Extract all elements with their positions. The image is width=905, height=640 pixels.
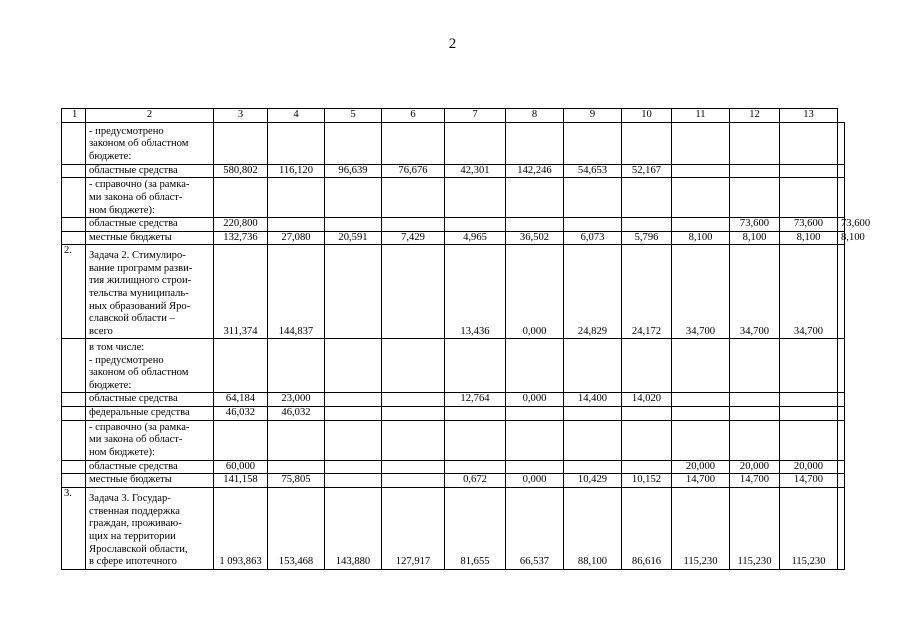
value-cell bbox=[325, 339, 382, 393]
row-label: местные бюджеты bbox=[86, 231, 214, 245]
value-cell: 143,880 bbox=[325, 487, 382, 569]
value-cell: 0,000 bbox=[506, 474, 564, 488]
row-label: - справочно (за рамка- ми закона об област- ном бюджете): bbox=[86, 420, 214, 460]
row-label: областные средства bbox=[86, 164, 214, 178]
value-cell bbox=[838, 178, 845, 218]
value-cell bbox=[325, 393, 382, 407]
value-cell bbox=[838, 406, 845, 420]
value-cell bbox=[780, 164, 838, 178]
value-cell: 34,700 bbox=[730, 245, 780, 339]
value-cell bbox=[564, 122, 622, 164]
value-cell bbox=[564, 339, 622, 393]
row-index bbox=[62, 393, 86, 407]
value-cell bbox=[506, 420, 564, 460]
value-cell: 141,158 bbox=[214, 474, 268, 488]
value-cell bbox=[780, 393, 838, 407]
header-cell: 10 bbox=[622, 109, 672, 123]
value-cell bbox=[622, 122, 672, 164]
value-cell bbox=[838, 474, 845, 488]
value-cell bbox=[325, 474, 382, 488]
value-cell bbox=[672, 178, 730, 218]
value-cell: 580,802 bbox=[214, 164, 268, 178]
value-cell: 142,246 bbox=[506, 164, 564, 178]
value-cell: 5,796 bbox=[622, 231, 672, 245]
value-cell bbox=[445, 122, 506, 164]
value-cell bbox=[325, 122, 382, 164]
value-cell: 73,600 bbox=[730, 218, 780, 232]
value-cell: 1 093,863 bbox=[214, 487, 268, 569]
table-row bbox=[62, 474, 845, 488]
row-label: Задача 2. Стимулиро- вание программ разви- тия жилищного строи- тельства муниципаль- ных образований Яро- славской области – всего bbox=[86, 245, 214, 339]
value-cell: 36,502 bbox=[506, 231, 564, 245]
value-cell: 6,073 bbox=[564, 231, 622, 245]
value-cell bbox=[730, 420, 780, 460]
value-cell: 20,000 bbox=[730, 460, 780, 474]
value-cell bbox=[506, 122, 564, 164]
value-cell bbox=[268, 339, 325, 393]
value-cell bbox=[214, 178, 268, 218]
table-row bbox=[62, 122, 845, 164]
value-cell bbox=[730, 406, 780, 420]
header-cell: 12 bbox=[730, 109, 780, 123]
value-cell bbox=[445, 420, 506, 460]
value-cell: 75,805 bbox=[268, 474, 325, 488]
value-cell bbox=[564, 460, 622, 474]
value-cell bbox=[730, 122, 780, 164]
value-cell bbox=[672, 406, 730, 420]
value-cell: 34,700 bbox=[672, 245, 730, 339]
value-cell bbox=[672, 420, 730, 460]
row-index: 2. bbox=[62, 245, 86, 339]
row-label: местные бюджеты bbox=[86, 474, 214, 488]
value-cell: 127,917 bbox=[382, 487, 445, 569]
table-row bbox=[62, 231, 845, 245]
row-index bbox=[62, 406, 86, 420]
page-number: 2 bbox=[448, 36, 457, 52]
value-cell: 115,230 bbox=[672, 487, 730, 569]
value-cell bbox=[325, 420, 382, 460]
value-cell: 0,000 bbox=[506, 393, 564, 407]
header-cell: 6 bbox=[382, 109, 445, 123]
table-row bbox=[62, 487, 845, 569]
table-row bbox=[62, 178, 845, 218]
value-cell bbox=[382, 218, 445, 232]
budget-table bbox=[61, 108, 871, 570]
value-cell: 42,301 bbox=[445, 164, 506, 178]
value-cell: 23,000 bbox=[268, 393, 325, 407]
value-cell bbox=[780, 122, 838, 164]
header-cell: 8 bbox=[506, 109, 564, 123]
header-cell: 13 bbox=[780, 109, 838, 123]
row-index: 3. bbox=[62, 487, 86, 569]
value-cell bbox=[382, 420, 445, 460]
value-cell: 8,100 bbox=[780, 231, 838, 245]
value-cell: 24,172 bbox=[622, 245, 672, 339]
value-cell: 64,184 bbox=[214, 393, 268, 407]
value-cell bbox=[382, 245, 445, 339]
row-label: областные средства bbox=[86, 218, 214, 232]
row-index bbox=[62, 178, 86, 218]
row-index bbox=[62, 164, 86, 178]
header-cell: 9 bbox=[564, 109, 622, 123]
value-cell bbox=[382, 474, 445, 488]
value-cell: 96,639 bbox=[325, 164, 382, 178]
value-cell bbox=[730, 393, 780, 407]
value-cell bbox=[780, 406, 838, 420]
value-cell: 0,000 bbox=[506, 245, 564, 339]
row-index bbox=[62, 460, 86, 474]
value-cell bbox=[382, 460, 445, 474]
value-cell: 13,436 bbox=[445, 245, 506, 339]
value-cell: 46,032 bbox=[268, 406, 325, 420]
value-cell bbox=[325, 245, 382, 339]
value-cell: 220,800 bbox=[214, 218, 268, 232]
value-cell bbox=[268, 420, 325, 460]
value-cell: 311,374 bbox=[214, 245, 268, 339]
value-cell bbox=[564, 218, 622, 232]
value-cell: 132,736 bbox=[214, 231, 268, 245]
value-cell bbox=[622, 460, 672, 474]
table-row bbox=[62, 393, 845, 407]
value-cell: 76,676 bbox=[382, 164, 445, 178]
row-index bbox=[62, 231, 86, 245]
value-cell: 10,429 bbox=[564, 474, 622, 488]
value-cell bbox=[382, 393, 445, 407]
value-cell bbox=[214, 122, 268, 164]
value-cell bbox=[730, 178, 780, 218]
header-cell: 3 bbox=[214, 109, 268, 123]
value-cell bbox=[672, 218, 730, 232]
value-cell bbox=[214, 339, 268, 393]
value-cell: 66,537 bbox=[506, 487, 564, 569]
value-cell: 24,829 bbox=[564, 245, 622, 339]
value-cell bbox=[382, 122, 445, 164]
table-row bbox=[62, 245, 845, 339]
header-cell: 4 bbox=[268, 109, 325, 123]
header-cell: 11 bbox=[672, 109, 730, 123]
value-cell bbox=[564, 406, 622, 420]
value-cell: 4,965 bbox=[445, 231, 506, 245]
value-cell bbox=[445, 218, 506, 232]
value-cell: 115,230 bbox=[780, 487, 838, 569]
value-cell bbox=[838, 339, 845, 393]
value-cell bbox=[780, 178, 838, 218]
value-cell: 7,429 bbox=[382, 231, 445, 245]
value-cell bbox=[445, 178, 506, 218]
header-cell: 7 bbox=[445, 109, 506, 123]
value-cell: 14,400 bbox=[564, 393, 622, 407]
value-cell: 34,700 bbox=[780, 245, 838, 339]
value-cell bbox=[672, 122, 730, 164]
header-cell: 5 bbox=[325, 109, 382, 123]
value-cell: 115,230 bbox=[730, 487, 780, 569]
value-cell bbox=[672, 339, 730, 393]
value-cell bbox=[622, 420, 672, 460]
value-cell: 14,700 bbox=[780, 474, 838, 488]
table-row bbox=[62, 460, 845, 474]
value-cell: 52,167 bbox=[622, 164, 672, 178]
value-cell bbox=[268, 122, 325, 164]
value-cell bbox=[325, 406, 382, 420]
value-cell bbox=[564, 420, 622, 460]
value-cell bbox=[445, 339, 506, 393]
value-cell: 14,700 bbox=[672, 474, 730, 488]
row-index bbox=[62, 122, 86, 164]
value-cell: 73,600 bbox=[838, 218, 845, 232]
row-label: - предусмотрено законом об областном бюджете: bbox=[86, 122, 214, 164]
value-cell: 88,100 bbox=[564, 487, 622, 569]
row-label: Задача 3. Государ- ственная поддержка граждан, проживаю- щих на территории Ярославской области, в сфере ипотечного bbox=[86, 487, 214, 569]
value-cell: 8,100 bbox=[730, 231, 780, 245]
value-cell: 8,100 bbox=[672, 231, 730, 245]
value-cell bbox=[382, 339, 445, 393]
value-cell: 8,100 bbox=[838, 231, 845, 245]
header-cell: 1 bbox=[62, 109, 86, 123]
value-cell bbox=[780, 339, 838, 393]
value-cell bbox=[838, 487, 845, 569]
value-cell bbox=[382, 178, 445, 218]
value-cell: 10,152 bbox=[622, 474, 672, 488]
value-cell: 60,000 bbox=[214, 460, 268, 474]
row-label: федеральные средства bbox=[86, 406, 214, 420]
value-cell bbox=[838, 393, 845, 407]
value-cell bbox=[622, 406, 672, 420]
value-cell bbox=[730, 339, 780, 393]
value-cell bbox=[672, 164, 730, 178]
row-index bbox=[62, 474, 86, 488]
value-cell: 14,020 bbox=[622, 393, 672, 407]
value-cell bbox=[325, 460, 382, 474]
value-cell: 27,080 bbox=[268, 231, 325, 245]
value-cell: 116,120 bbox=[268, 164, 325, 178]
value-cell bbox=[622, 339, 672, 393]
value-cell: 12,764 bbox=[445, 393, 506, 407]
value-cell bbox=[672, 393, 730, 407]
value-cell bbox=[838, 245, 845, 339]
row-index bbox=[62, 420, 86, 460]
value-cell bbox=[506, 178, 564, 218]
value-cell bbox=[838, 460, 845, 474]
value-cell bbox=[325, 178, 382, 218]
value-cell bbox=[268, 460, 325, 474]
value-cell: 81,655 bbox=[445, 487, 506, 569]
value-cell bbox=[506, 339, 564, 393]
row-index bbox=[62, 339, 86, 393]
value-cell bbox=[506, 218, 564, 232]
value-cell bbox=[838, 164, 845, 178]
row-label: - справочно (за рамка- ми закона об област- ном бюджете): bbox=[86, 178, 214, 218]
row-label: в том числе: - предусмотрено законом об областном бюджете: bbox=[86, 339, 214, 393]
table-row bbox=[62, 339, 845, 393]
value-cell bbox=[838, 122, 845, 164]
value-cell bbox=[445, 406, 506, 420]
table-row bbox=[62, 164, 845, 178]
value-cell bbox=[622, 178, 672, 218]
header-cell: 2 bbox=[86, 109, 214, 123]
row-label: областные средства bbox=[86, 393, 214, 407]
value-cell: 20,591 bbox=[325, 231, 382, 245]
value-cell bbox=[325, 218, 382, 232]
value-cell bbox=[838, 420, 845, 460]
value-cell: 54,653 bbox=[564, 164, 622, 178]
value-cell bbox=[214, 420, 268, 460]
value-cell: 20,000 bbox=[672, 460, 730, 474]
table-row bbox=[62, 420, 845, 460]
value-cell bbox=[506, 406, 564, 420]
value-cell bbox=[445, 460, 506, 474]
value-cell: 144,837 bbox=[268, 245, 325, 339]
value-cell bbox=[780, 420, 838, 460]
row-label: областные средства bbox=[86, 460, 214, 474]
header-row bbox=[62, 109, 845, 123]
value-cell: 20,000 bbox=[780, 460, 838, 474]
value-cell bbox=[730, 164, 780, 178]
value-cell bbox=[382, 406, 445, 420]
value-cell bbox=[506, 460, 564, 474]
table-row bbox=[62, 406, 845, 420]
table-row bbox=[62, 218, 845, 232]
value-cell bbox=[564, 178, 622, 218]
value-cell: 86,616 bbox=[622, 487, 672, 569]
value-cell bbox=[268, 178, 325, 218]
value-cell: 46,032 bbox=[214, 406, 268, 420]
value-cell: 73,600 bbox=[780, 218, 838, 232]
value-cell: 0,672 bbox=[445, 474, 506, 488]
row-index bbox=[62, 218, 86, 232]
value-cell: 14,700 bbox=[730, 474, 780, 488]
value-cell: 153,468 bbox=[268, 487, 325, 569]
value-cell bbox=[622, 218, 672, 232]
value-cell bbox=[268, 218, 325, 232]
